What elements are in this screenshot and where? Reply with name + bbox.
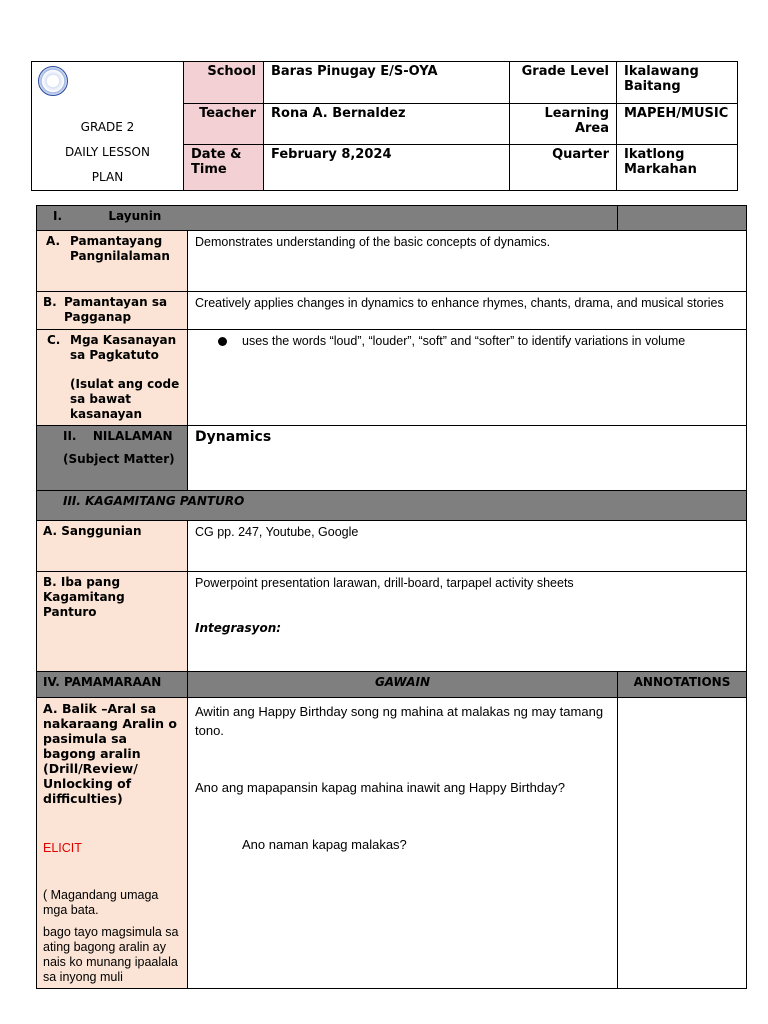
learning-area-label: Learning Area bbox=[510, 103, 617, 145]
integrasyon-label: Integrasyon: bbox=[195, 621, 282, 635]
sanggunian-content: CG pp. 247, Youtube, Google bbox=[188, 521, 747, 572]
header-table bbox=[31, 61, 738, 191]
kagamitan-title: III. KAGAMITANG PANTURO bbox=[37, 491, 747, 521]
date-value: February 8,2024 bbox=[264, 145, 510, 191]
section-layunin-header bbox=[37, 206, 747, 231]
teacher-value: Rona A. Bernaldez bbox=[264, 103, 510, 145]
iba-pang-kagamitan-content: Powerpoint presentation larawan, drill-board, tarpapel activity sheets bbox=[195, 576, 574, 590]
iba-pang-kagamitan-label: B. Iba pang Kagamitang Panturo bbox=[37, 572, 188, 672]
item-letter: B. bbox=[43, 295, 57, 309]
lesson-table bbox=[36, 205, 747, 989]
sanggunian-label: A. Sanggunian bbox=[37, 521, 188, 572]
table-row bbox=[37, 231, 747, 292]
teacher-label: Teacher bbox=[184, 103, 264, 145]
plan-title-line: PLAN bbox=[91, 170, 124, 184]
table-row bbox=[37, 330, 747, 426]
kasanayan-label: Mga Kasanayan sa Pagkatuto bbox=[70, 333, 177, 362]
gawain-line-1: Awitin ang Happy Birthday song ng mahina at malakas ng may tamang tono. bbox=[195, 704, 604, 738]
subject-matter-label: (Subject Matter) bbox=[63, 452, 175, 466]
pamantayang-pangnilalaman-label: Pamantayang Pangnilalaman bbox=[70, 234, 170, 263]
annotations-cell bbox=[618, 698, 747, 989]
table-row bbox=[37, 698, 747, 989]
pamamaraan-col-header: IV. PAMAMARAAN bbox=[37, 672, 188, 698]
school-value: Baras Pinugay E/S-OYA bbox=[264, 62, 510, 104]
gawain-line-2: Ano ang mapapansin kapag mahina inawit ang Happy Birthday? bbox=[195, 780, 566, 795]
pamantayan-sa-pagganap-content: Creatively applies changes in dynamics to enhance rhymes, chants, drama, and musical stories bbox=[188, 292, 747, 330]
kasanayan-note: (Isulat ang code sa bawat kasanayan bbox=[70, 377, 180, 421]
quarter-label: Quarter bbox=[510, 145, 617, 191]
learning-area-value: MAPEH/MUSIC bbox=[617, 103, 738, 145]
section-kagamitan-header bbox=[37, 491, 747, 521]
gawain-line-3: Ano naman kapag malakas? bbox=[242, 837, 407, 852]
annotations-col-header: ANNOTATIONS bbox=[618, 672, 747, 698]
section-pamamaraan-header bbox=[37, 672, 747, 698]
greeting-text: ( Magandang umaga mga bata. bbox=[43, 888, 159, 917]
table-row bbox=[37, 292, 747, 330]
section-number: I. bbox=[53, 209, 63, 223]
date-label: Date & Time bbox=[184, 145, 264, 191]
table-row bbox=[37, 572, 747, 672]
table-row bbox=[37, 426, 747, 491]
section-title: Layunin bbox=[108, 209, 162, 223]
gawain-col-header: GAWAIN bbox=[188, 672, 618, 698]
bullet-icon bbox=[218, 337, 227, 346]
item-letter: A. bbox=[46, 234, 61, 248]
item-letter: C. bbox=[47, 333, 61, 347]
plan-title-line: DAILY LESSON bbox=[65, 145, 150, 159]
school-label: School bbox=[184, 62, 264, 104]
section-number: II. bbox=[63, 429, 77, 443]
grade-level-label: Grade Level bbox=[510, 62, 617, 104]
grade-level-value: Ikalawang Baitang bbox=[617, 62, 738, 104]
quarter-value: Ikatlong Markahan bbox=[617, 145, 738, 191]
pamantayang-pangnilalaman-content: Demonstrates understanding of the basic concepts of dynamics. bbox=[188, 231, 747, 292]
nilalaman-label: NILALAMAN bbox=[92, 429, 173, 443]
elicit-label: ELICIT bbox=[43, 841, 82, 855]
plan-title-line: GRADE 2 bbox=[80, 120, 135, 134]
intro-text: bago tayo magsimula sa ating bagong aralin ay nais ko munang ipaalala sa inyong muli bbox=[43, 925, 179, 984]
kasanayan-content: uses the words “loud”, “louder”, “soft” and “softer” to identify variations in volume bbox=[242, 334, 686, 348]
pamantayan-sa-pagganap-label: Pamantayan sa Pagganap bbox=[64, 295, 168, 324]
nilalaman-content: Dynamics bbox=[188, 426, 747, 491]
balik-aral-label: A. Balik –Aral sa nakaraang Aralin o pasimula sa bagong aralin (Drill/Review/ Unlocking of difficulties) bbox=[43, 701, 177, 806]
deped-seal-icon bbox=[38, 66, 68, 96]
header-title-cell bbox=[32, 62, 184, 191]
table-row bbox=[37, 521, 747, 572]
